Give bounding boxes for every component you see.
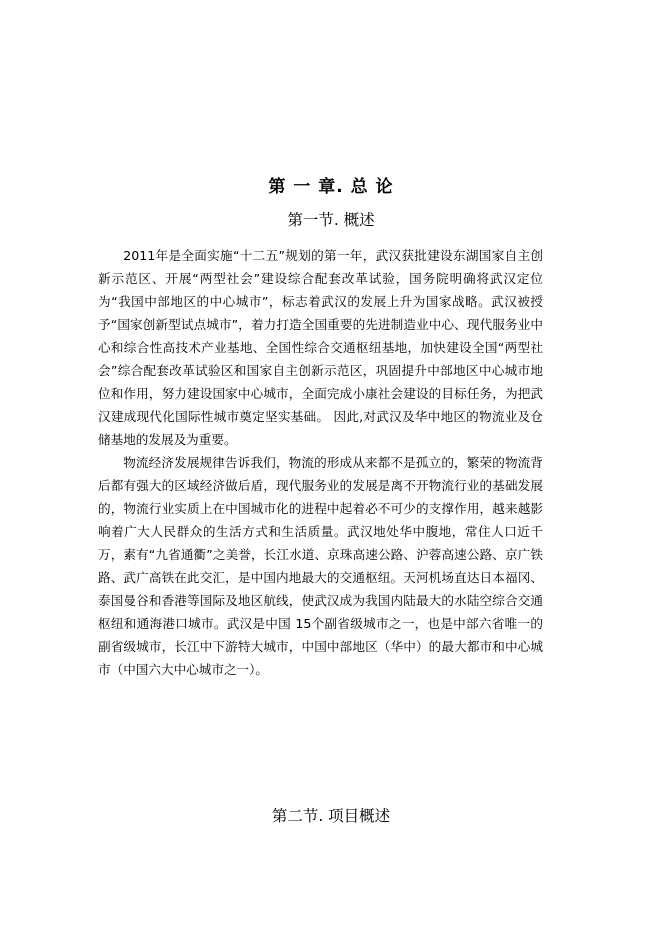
paragraph: 物流经济发展规律告诉我们，物流的形成从来都不是孤立的，繁荣的物流背后都有强大的区域经济做后盾，现代服务业的发展是离不开物流行业的基础发展的，物流行业实质上在中国城市化的进程中起着必不可少的支撑作用，越来越影响着广大人民群众的生活方式和生活质量。武汉地处华中腹地，常住人口近千万，素有“九省通衢”之美誉，长江水道、京珠高速公路、沪蓉高速公路、京广铁路、武广高铁在此交汇，是中国内地最大的交通枢纽。天河机场直达日本福冈、泰国曼谷和香港等国际及地区航线，使武汉成为我国内陆最大的水陆空综合交通枢纽和通海港口城市。武汉是中国 15个副省级城市之一，也是中部六省唯一的副省级城市，长江中下游特大城市，中国中部地区（华中）的最大都市和中心城市（中国六大中心城市之一）。 <box>98 455 543 677</box>
section-title-project-overview: 第二节. 项目概述 <box>271 807 391 825</box>
chapter-title: 第 一 章. 总 论 <box>268 177 394 197</box>
body-text <box>98 244 543 681</box>
section-title-overview: 第一节. 概述 <box>287 211 375 229</box>
paragraph: 2011年是全面实施“十二五”规划的第一年，武汉获批建设东湖国家自主创新示范区、开展“两型社会”建设综合配套改革试验，国务院明确将武汉定位为“我国中部地区的中心城市”，标志着武汉的发展上升为国家战略。武汉被授予“国家创新型试点城市”，着力打造全国重要的先进制造业中心、现代服务业中心和综合性高技术产业基地、全国性综合交通枢纽基地，加快建设全国“两型社会”综合配套改革试验区和国家自主创新示范区，巩固提升中部地区中心城市地位和作用，努力建设国家中心城市，全面完成小康社会建设的目标任务，为把武汉建成现代化国际性城市奠定坚实基础。 因此,对武汉及华中地区的物流业及仓储基地的发展及为重要。 <box>98 248 543 447</box>
